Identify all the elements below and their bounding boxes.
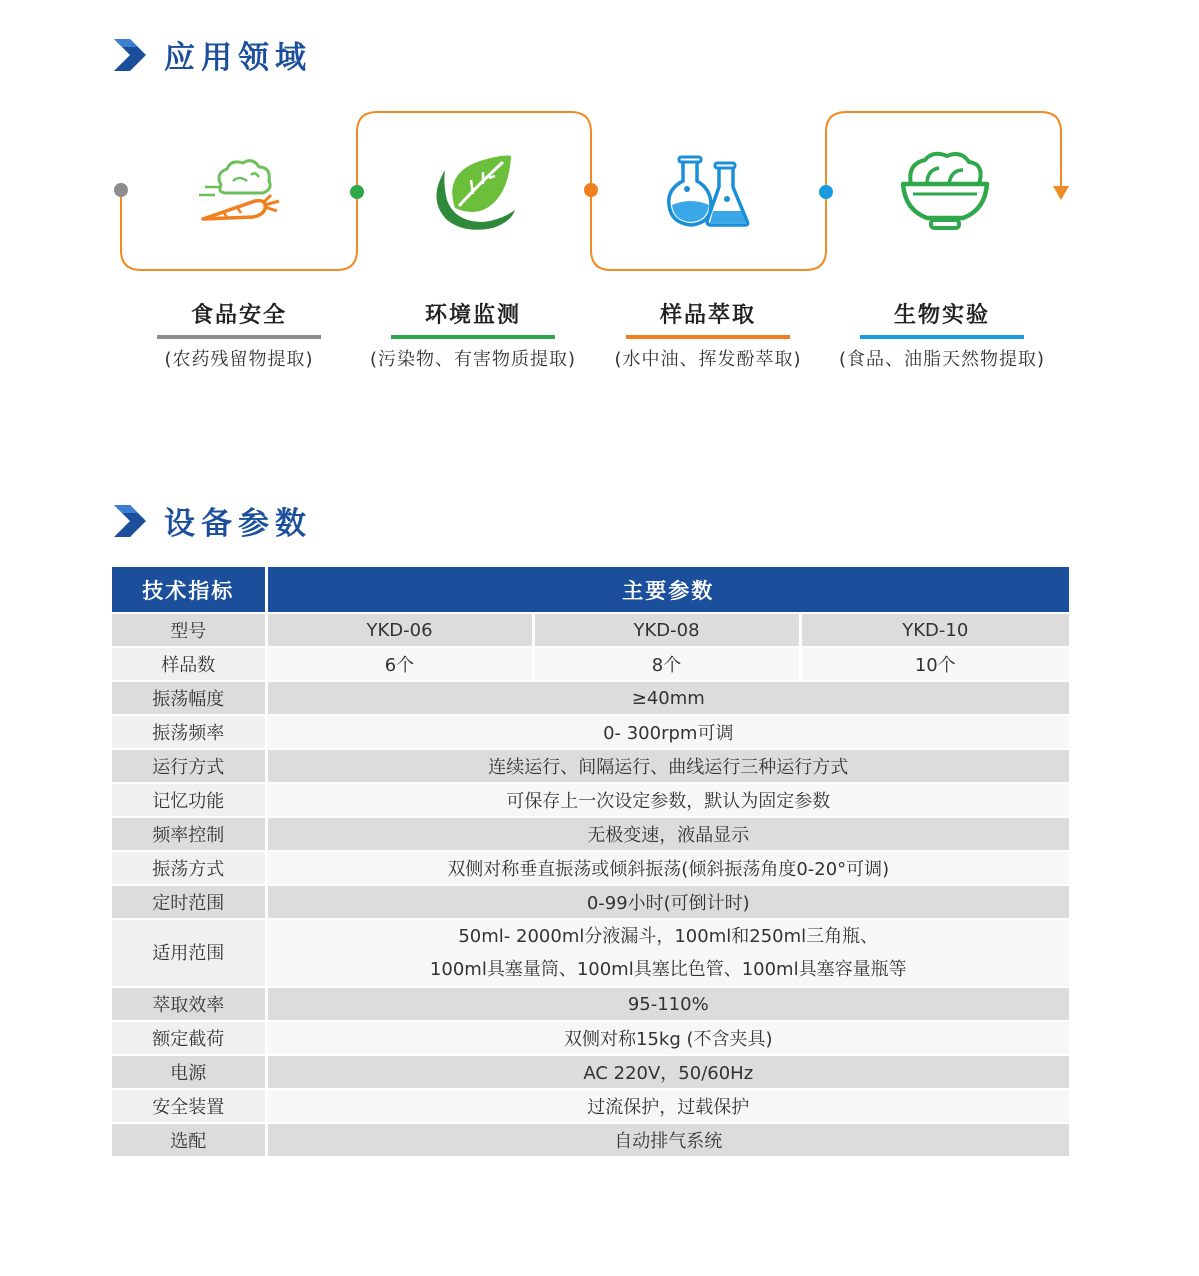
row-label: 定时范围 (112, 885, 266, 919)
flow-dot-orange (584, 183, 598, 197)
table-row (112, 715, 1069, 749)
application-item-bio-experiment (822, 300, 1062, 371)
underline-bar (391, 335, 555, 339)
row-label: 电源 (112, 1055, 266, 1089)
application-name: 环境监测 (424, 303, 521, 328)
section-title: 应用领域 (164, 40, 312, 76)
cell-value: 可保存上一次设定参数，默认为固定参数 (266, 783, 1069, 817)
cell-value: 过流保护，过载保护 (266, 1089, 1069, 1123)
underline-bar (860, 335, 1024, 339)
cell-value: YKD-10 (800, 613, 1069, 647)
application-name: 样品萃取 (659, 303, 756, 328)
section-header-applications (112, 32, 312, 77)
cell-value: 无极变速，液晶显示 (266, 817, 1069, 851)
flask-icon (665, 155, 755, 230)
application-desc: (食品、油脂天然物提取) (838, 349, 1046, 370)
application-desc: (水中油、挥发酚萃取) (614, 349, 802, 370)
table-row (112, 749, 1069, 783)
row-label: 型号 (112, 613, 266, 647)
table-row (112, 647, 1069, 681)
row-label: 选配 (112, 1123, 266, 1157)
table-row (112, 987, 1069, 1021)
table-row (112, 817, 1069, 851)
section-title: 设备参数 (164, 506, 312, 542)
application-desc: (农药残留物提取) (164, 349, 314, 370)
table-row (112, 613, 1069, 647)
arrow-down-icon (1053, 186, 1069, 200)
application-item-extraction (588, 300, 828, 371)
row-label: 振荡幅度 (112, 681, 266, 715)
underline-bar (626, 335, 790, 339)
cell-value: 8个 (533, 647, 800, 681)
table-row (112, 1055, 1069, 1089)
cell-value-line: 100ml具塞量筒、100ml具塞比色管、100ml具塞容量瓶等 (429, 959, 907, 980)
row-label: 振荡频率 (112, 715, 266, 749)
table-row (112, 1021, 1069, 1055)
cell-value: 自动排气系统 (266, 1123, 1069, 1157)
cell-value: 95-110% (266, 987, 1069, 1021)
row-label: 频率控制 (112, 817, 266, 851)
application-name: 生物实验 (893, 303, 990, 328)
underline-bar (157, 335, 321, 339)
table-header-row (112, 567, 1069, 613)
salad-bowl-icon (897, 150, 992, 235)
cell-value-line: 50ml- 2000ml分液漏斗，100ml和250ml三角瓶、 (458, 926, 879, 947)
chevron-right-icon (112, 503, 148, 539)
table-row (112, 885, 1069, 919)
flow-dot-gray (114, 183, 128, 197)
application-flow-line (0, 100, 1199, 300)
cell-value: YKD-06 (266, 613, 533, 647)
row-label: 适用范围 (112, 919, 266, 987)
application-desc: (污染物、有害物质提取) (369, 349, 577, 370)
row-label: 运行方式 (112, 749, 266, 783)
row-label: 额定截荷 (112, 1021, 266, 1055)
row-label: 萃取效率 (112, 987, 266, 1021)
cell-value (266, 919, 1069, 987)
header-cell: 技术指标 (112, 567, 266, 613)
row-label: 记忆功能 (112, 783, 266, 817)
application-item-environment (353, 300, 593, 371)
header-cell: 主要参数 (266, 567, 1069, 613)
cell-value: 双侧对称15kg (不含夹具) (266, 1021, 1069, 1055)
cell-value: 6个 (266, 647, 533, 681)
row-label: 样品数 (112, 647, 266, 681)
cell-value: 10个 (800, 647, 1069, 681)
chevron-right-icon (112, 37, 148, 73)
cell-value: 0- 300rpm可调 (266, 715, 1069, 749)
table-row (112, 1123, 1069, 1157)
flow-dot-blue (819, 185, 833, 199)
application-name: 食品安全 (190, 303, 287, 328)
cell-value: YKD-08 (533, 613, 800, 647)
table-row (112, 681, 1069, 715)
vegetable-icon (193, 155, 283, 230)
cell-value: 双侧对称垂直振荡或倾斜振荡(倾斜振荡角度0-20°可调) (266, 851, 1069, 885)
table-row (112, 851, 1069, 885)
cell-value: AC 220V，50/60Hz (266, 1055, 1069, 1089)
row-label: 安全装置 (112, 1089, 266, 1123)
cell-value: 0-99小时(可倒计时) (266, 885, 1069, 919)
leaf-hand-icon (425, 150, 520, 235)
spec-table (112, 567, 1069, 1158)
table-row (112, 919, 1069, 987)
section-header-specs (112, 498, 312, 543)
table-row (112, 783, 1069, 817)
application-item-food-safety (119, 300, 359, 371)
row-label: 振荡方式 (112, 851, 266, 885)
cell-value: ≥40mm (266, 681, 1069, 715)
table-row (112, 1089, 1069, 1123)
flow-dot-green (350, 185, 364, 199)
cell-value: 连续运行、间隔运行、曲线运行三种运行方式 (266, 749, 1069, 783)
